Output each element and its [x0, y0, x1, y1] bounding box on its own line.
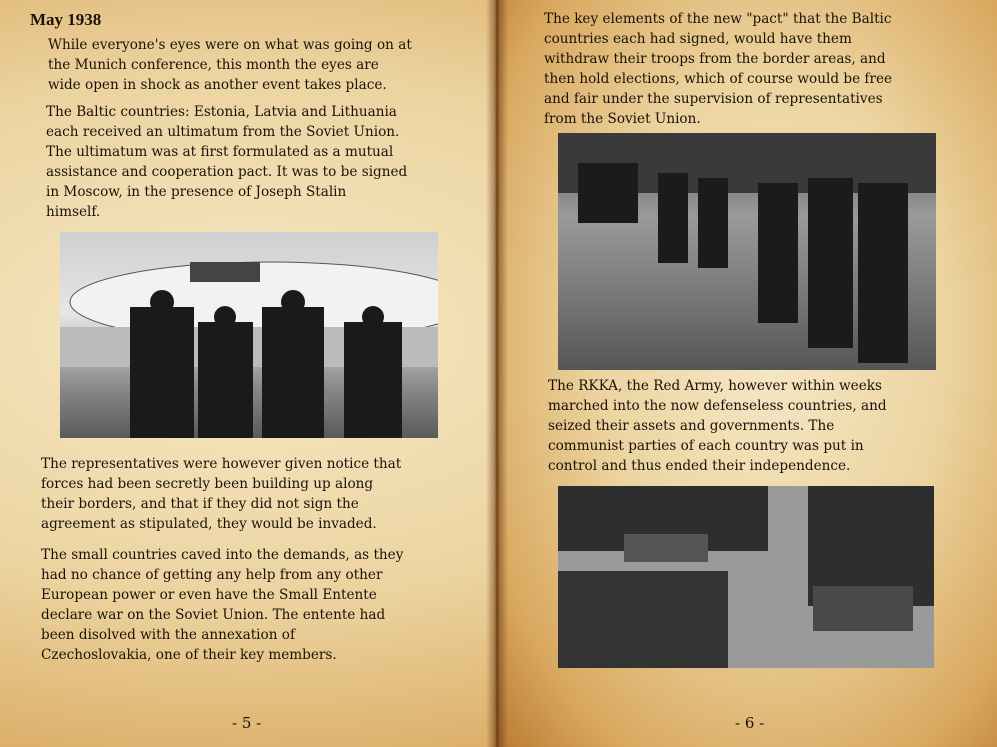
photo-marching-troops	[558, 133, 936, 370]
paragraph-pact: The key elements of the new "pact" that the Baltic countries each had signed, would have them withdraw their troops from the border areas, and then hold elections, which of course would be free and fair under the supervision of representatives from the Soviet Union.	[544, 11, 893, 127]
photo-tanks-crowd	[558, 486, 934, 668]
book-spine	[486, 0, 508, 747]
page-number-right: - 6 -	[735, 714, 765, 732]
paragraph-ultimatum: The representatives were however given notice that forces had been secretly been building up along their borders, and that if they did not sign the agreement as stipulated, they would be invaded.	[41, 456, 402, 532]
page-number-left: - 5 -	[232, 714, 262, 732]
marching-troops-image	[558, 133, 936, 370]
paragraph-baltic: The Baltic countries: Estonia, Latvia and Lithuania each received an ultimatum from the Soviet Union. The ultimatum was at first formulated as a mutual assistance and cooperation pact. It was to be signed in Moscow, in the presence of Joseph Stalin himself.	[46, 104, 408, 220]
page-title: May 1938	[30, 10, 102, 29]
airplane-delegates-image	[60, 232, 438, 438]
paragraph-red-army: The RKKA, the Red Army, however within weeks marched into the now defenseless countries, and seized their assets and governments. The communist parties of each country was put in control and thus ended their independence.	[548, 378, 887, 474]
paragraph-entente: The small countries caved into the demands, as they had no chance of getting any help from any other European power or even have the Small Entente declare war on the Soviet Union. The entente had been disolved with the annexation of Czechoslovakia, one of their key members.	[41, 547, 404, 663]
photo-delegates-airplane	[60, 232, 438, 438]
tanks-crowd-image	[558, 486, 934, 668]
paragraph-intro: While everyone's eyes were on what was going on at the Munich conference, this month the eyes are wide open in shock as another event takes place.	[48, 37, 412, 93]
